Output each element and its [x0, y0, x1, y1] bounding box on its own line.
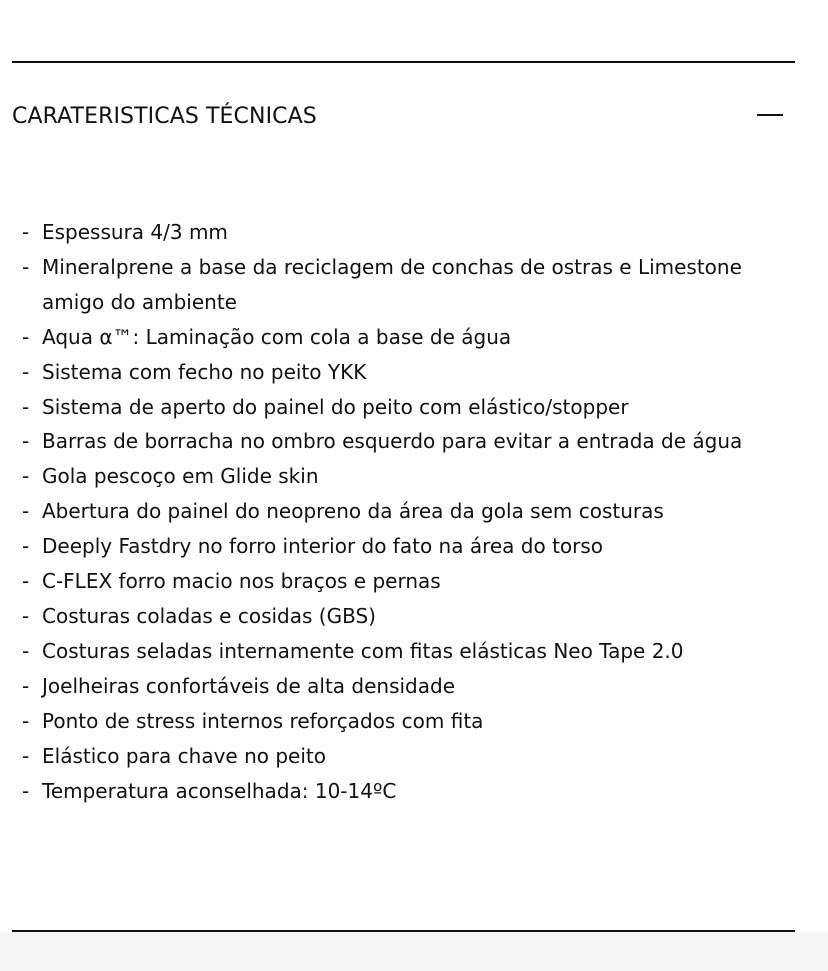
spec-text: Costuras seladas internamente com fitas elásticas Neo Tape 2.0	[42, 638, 684, 663]
bullet-dash: -	[22, 429, 30, 454]
list-item	[20, 355, 790, 390]
spec-text: Espessura 4/3 mm	[42, 220, 228, 244]
bullet-dash: -	[22, 464, 30, 489]
list-item	[20, 564, 790, 599]
list-item	[20, 669, 790, 704]
bullet-dash: -	[22, 778, 30, 803]
spec-text: C-FLEX forro macio nos braços e pernas	[42, 569, 441, 594]
next-section-background	[0, 932, 828, 971]
spec-text: Sistema com fecho no peito YKK	[42, 359, 367, 384]
list-item	[20, 494, 790, 529]
bullet-dash: -	[22, 534, 30, 559]
spec-text: Mineralprene a base da reciclagem de conchas de ostras e Limestone amigo do ambiente	[42, 254, 742, 314]
bullet-dash: -	[22, 324, 30, 349]
bullet-dash: -	[22, 499, 30, 524]
list-item	[20, 634, 790, 669]
spec-text: Deeply Fastdry no forro interior do fato na área do torso	[42, 534, 604, 559]
list-item	[20, 250, 790, 320]
list-item	[20, 424, 790, 459]
bullet-dash: -	[22, 359, 30, 384]
spec-text: Temperatura aconselhada: 10-14ºC	[42, 778, 397, 803]
spec-text: Abertura do painel do neopreno da área da gola sem costuras	[42, 499, 664, 524]
list-item	[20, 739, 790, 774]
bullet-dash: -	[22, 254, 30, 279]
list-item	[20, 390, 790, 425]
list-item	[20, 215, 790, 250]
list-item	[20, 704, 790, 739]
spec-text: Sistema de aperto do painel do peito com elástico/stopper	[42, 394, 629, 419]
bullet-dash: -	[22, 708, 30, 733]
bullet-dash: -	[22, 394, 30, 419]
bullet-dash: -	[22, 603, 30, 628]
bullet-dash: -	[22, 569, 30, 594]
spec-text: Aqua α™: Laminação com cola a base de água	[42, 324, 512, 349]
bullet-dash: -	[22, 638, 30, 663]
accordion-title: CARATERISTICAS TÉCNICAS	[12, 104, 317, 129]
bullet-dash: -	[22, 743, 30, 768]
spec-text: Ponto de stress internos reforçados com fita	[42, 708, 484, 733]
spec-text: Joelheiras confortáveis de alta densidade	[42, 673, 455, 698]
list-item	[20, 529, 790, 564]
spec-text: Costuras coladas e cosidas (GBS)	[42, 603, 376, 628]
list-item	[20, 774, 790, 809]
bullet-dash: -	[22, 220, 30, 244]
spec-list	[20, 215, 790, 808]
list-item	[20, 320, 790, 355]
spec-text: Gola pescoço em Glide skin	[42, 464, 319, 489]
bullet-dash: -	[22, 673, 30, 698]
accordion-header-technical-specs[interactable]	[12, 100, 795, 140]
spec-text: Barras de borracha no ombro esquerdo para evitar a entrada de água	[42, 429, 743, 454]
top-divider	[12, 61, 795, 63]
spec-text: Elástico para chave no peito	[42, 743, 326, 768]
list-item	[20, 599, 790, 634]
minus-icon[interactable]	[757, 114, 783, 116]
list-item	[20, 459, 790, 494]
